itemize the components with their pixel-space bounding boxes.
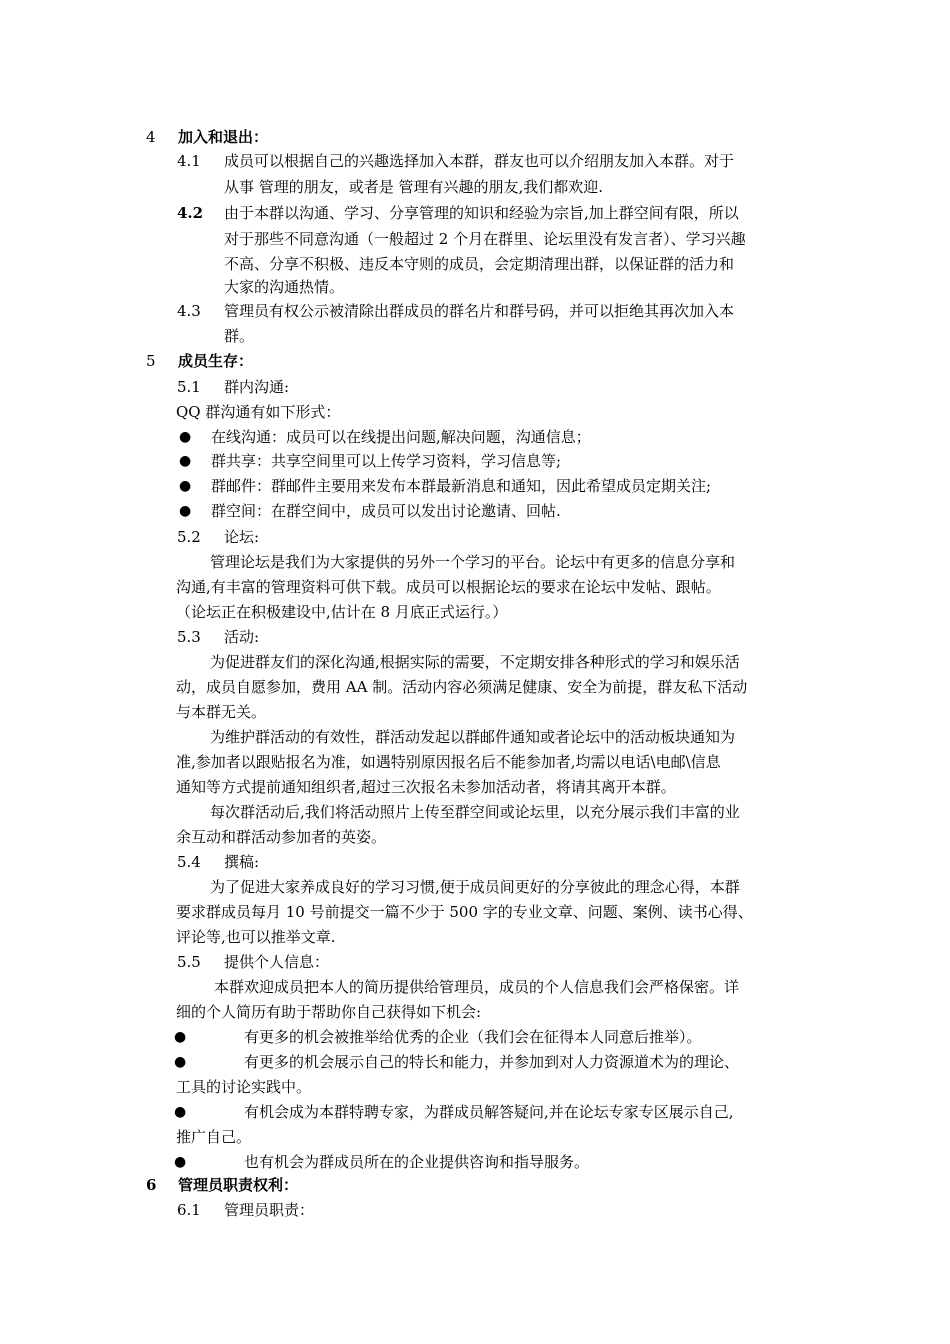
paragraph-line: 对于那些不同意沟通（一般超过 2 个月在群里、论坛里没有发言者）、学习兴趣 xyxy=(224,230,746,248)
bullet-icon: ● xyxy=(174,1104,187,1120)
item-number: 5.4 xyxy=(177,853,201,871)
paragraph-line: 为维护群活动的有效性，群活动发起以群邮件通知或者论坛中的活动板块通知为 xyxy=(210,728,736,746)
paragraph-line: （论坛正在积极建设中,估计在 8 月底正式运行。） xyxy=(176,603,508,621)
paragraph-line: 大家的沟通热情。 xyxy=(224,278,345,296)
item-title: 撰稿: xyxy=(224,853,260,871)
item-title: 群内沟通: xyxy=(224,378,290,396)
item-number: 4.3 xyxy=(177,302,201,320)
paragraph-line: 成员可以根据自己的兴趣选择加入本群，群友也可以介绍朋友加入本群。对于 xyxy=(224,152,735,170)
item-number: 6.1 xyxy=(177,1201,201,1219)
item-number: 5.5 xyxy=(177,953,201,971)
item-number: 5.3 xyxy=(177,628,201,646)
paragraph-line: 动，成员自愿参加，费用 AA 制。活动内容必须满足健康、安全为前提，群友私下活动 xyxy=(176,678,748,696)
item-number: 5.1 xyxy=(177,378,201,396)
item-title: 论坛: xyxy=(224,528,260,546)
paragraph-line: 为促进群友们的深化沟通,根据实际的需要，不定期安排各种形式的学习和娱乐活 xyxy=(210,653,740,671)
section-title: 加入和退出： xyxy=(178,128,269,146)
paragraph-line: 管理员有权公示被清除出群成员的群名片和群号码，并可以拒绝其再次加入本 xyxy=(224,302,735,320)
paragraph-line: 要求群成员每月 10 号前提交一篇不少于 500 字的专业文章、问题、案例、读书心得、 xyxy=(176,903,753,921)
bullet-text: 有机会成为本群特聘专家，为群成员解答疑问,并在论坛专家专区展示自己, xyxy=(244,1103,734,1121)
paragraph-line: 由于本群以沟通、学习、分享管理的知识和经验为宗旨,加上群空间有限，所以 xyxy=(224,204,739,222)
bullet-text: 有更多的机会展示自己的特长和能力，并参加到对人力资源道术为的理论、 xyxy=(244,1053,740,1071)
bullet-text: 群共享：共享空间里可以上传学习资料，学习信息等; xyxy=(211,452,562,470)
bullet-text: 在线沟通：成员可以在线提出问题,解决问题，沟通信息； xyxy=(211,428,591,446)
paragraph-line: 沟通,有丰富的管理资料可供下载。成员可以根据论坛的要求在论坛中发帖、跟帖。 xyxy=(176,578,721,596)
paragraph-line: 细的个人简历有助于帮助你自己获得如下机会: xyxy=(176,1003,482,1021)
bullet-text: 群空间：在群空间中，成员可以发出讨论邀请、回帖. xyxy=(211,502,561,520)
bullet-text: 推广自己。 xyxy=(176,1128,252,1146)
item-number: 4.2 xyxy=(177,204,204,222)
paragraph-line: 余互动和群活动参加者的英姿。 xyxy=(176,828,387,846)
item-title: 管理员职责： xyxy=(224,1201,315,1219)
item-number: 4.1 xyxy=(177,152,201,170)
bullet-icon: ● xyxy=(179,503,192,519)
paragraph-line: 群。 xyxy=(224,327,255,345)
section-title: 成员生存： xyxy=(178,352,254,370)
paragraph-line: 通知等方式提前通知组织者,超过三次报名未参加活动者，将请其离开本群。 xyxy=(176,778,676,796)
section-number: 4 xyxy=(146,128,156,146)
paragraph-line: 为了促进大家养成良好的学习习惯,便于成员间更好的分享彼此的理念心得，本群 xyxy=(210,878,740,896)
bullet-icon: ● xyxy=(174,1154,187,1170)
paragraph-line: 本群欢迎成员把本人的简历提供给管理员，成员的个人信息我们会严格保密。详 xyxy=(214,978,740,996)
paragraph-line: 不高、分享不积极、违反本守则的成员，会定期清理出群，以保证群的活力和 xyxy=(224,255,735,273)
bullet-icon: ● xyxy=(179,453,192,469)
paragraph-line: 每次群活动后,我们将活动照片上传至群空间或论坛里，以充分展示我们丰富的业 xyxy=(210,803,740,821)
paragraph-line: 与本群无关。 xyxy=(176,703,267,721)
paragraph-line: QQ 群沟通有如下形式： xyxy=(176,403,341,421)
item-number: 5.2 xyxy=(177,528,201,546)
section-number: 6 xyxy=(146,1176,157,1194)
paragraph-line: 从事 管理的朋友，或者是 管理有兴趣的朋友,我们都欢迎. xyxy=(224,178,604,196)
paragraph-line: 评论等,也可以推举文章. xyxy=(176,928,336,946)
item-title: 提供个人信息： xyxy=(224,953,330,971)
bullet-icon: ● xyxy=(179,478,192,494)
bullet-icon: ● xyxy=(174,1029,187,1045)
section-title: 管理员职责权利： xyxy=(178,1176,299,1194)
paragraph-line: 管理论坛是我们为大家提供的另外一个学习的平台。论坛中有更多的信息分享和 xyxy=(210,553,736,571)
bullet-text: 工具的讨论实践中。 xyxy=(176,1078,312,1096)
bullet-icon: ● xyxy=(179,429,192,445)
bullet-text: 也有机会为群成员所在的企业提供咨询和指导服务。 xyxy=(244,1153,590,1171)
item-title: 活动: xyxy=(224,628,260,646)
bullet-icon: ● xyxy=(174,1054,187,1070)
bullet-text: 有更多的机会被推举给优秀的企业（我们会在征得本人同意后推举）。 xyxy=(244,1028,702,1046)
bullet-text: 群邮件：群邮件主要用来发布本群最新消息和通知，因此希望成员定期关注; xyxy=(211,477,712,495)
section-number: 5 xyxy=(146,352,156,370)
paragraph-line: 准,参加者以跟贴报名为准，如遇特别原因报名后不能参加者,均需以电话\电邮\信息 xyxy=(176,753,721,771)
